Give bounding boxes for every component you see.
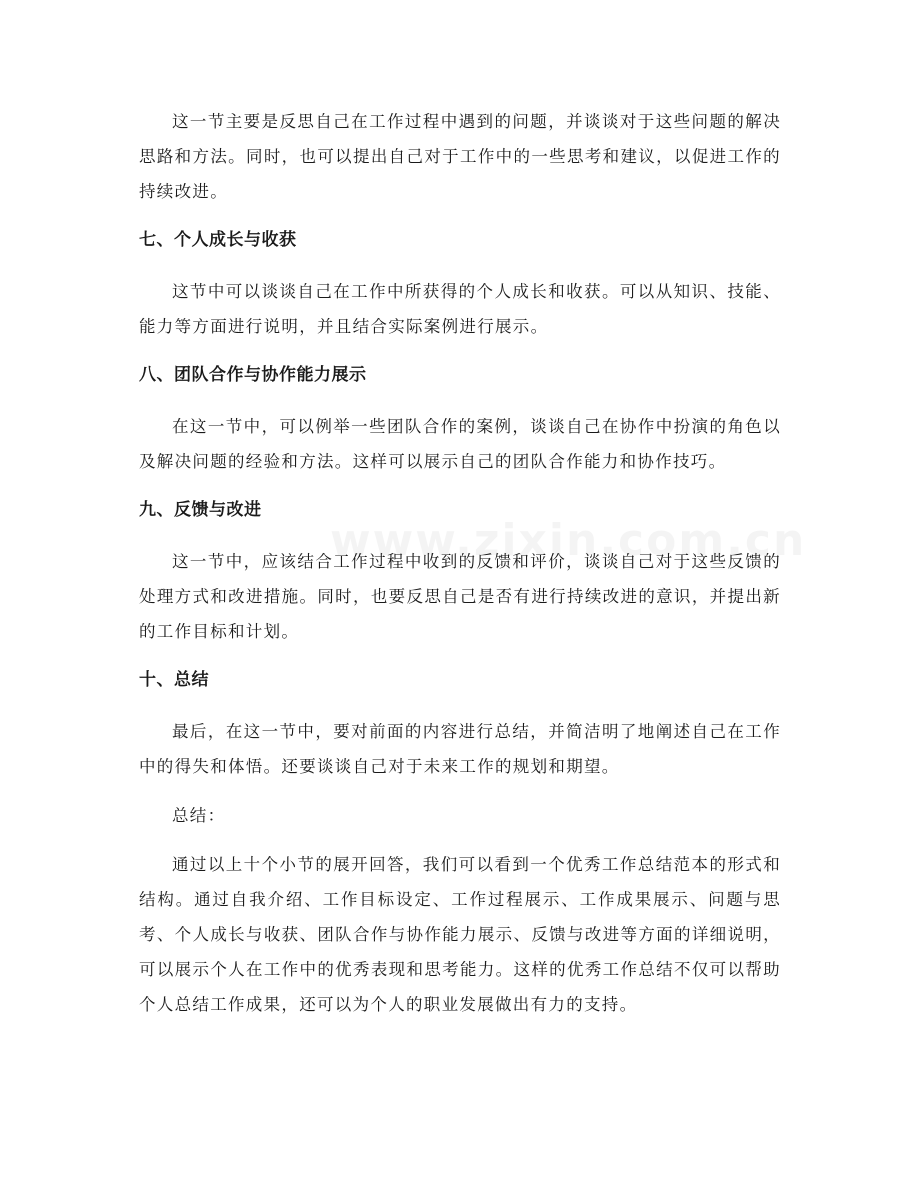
paragraph-section-10: 最后，在这一节中，要对前面的内容进行总结，并简洁明了地阐述自己在工作中的得失和体悟。还要谈谈自己对于未来工作的规划和期望。 [139,722,781,776]
document-body [139,104,781,1022]
heading-section-8: 八、团队合作与协作能力展示 [139,365,367,385]
heading-section-9: 九、反馈与改进 [139,500,262,520]
paragraph-summary: 通过以上十个小节的展开回答，我们可以看到一个优秀工作总结范本的形式和结构。通过自我介绍、工作目标设定、工作过程展示、工作成果展示、问题与思考、个人成长与收获、团队合作与协作能力展示、反馈与改进等方面的详细说明，可以展示个人在工作中的优秀表现和思考能力。这样的优秀工作总结不仅可以帮助个人总结工作成果，还可以为个人的职业发展做出有力的支持。 [139,855,781,1014]
paragraph-reflection: 这一节主要是反思自己在工作过程中遇到的问题，并谈谈对于这些问题的解决思路和方法。同时，也可以提出自己对于工作中的一些思考和建议，以促进工作的持续改进。 [139,112,781,201]
summary-label: 总结： [172,806,226,825]
paragraph-section-9: 这一节中，应该结合工作过程中收到的反馈和评价，谈谈自己对于这些反馈的处理方式和改进措施。同时，也要反思自己是否有进行持续改进的意识，并提出新的工作目标和计划。 [139,552,781,641]
heading-section-7: 七、个人成长与收获 [139,230,297,250]
paragraph-section-7: 这节中可以谈谈自己在工作中所获得的个人成长和收获。可以从知识、技能、能力等方面进行说明，并且结合实际案例进行展示。 [139,282,781,336]
heading-section-10: 十、总结 [139,670,209,690]
paragraph-section-8: 在这一节中，可以例举一些团队合作的案例，谈谈自己在协作中扮演的角色以及解决问题的经验和方法。这样可以展示自己的团队合作能力和协作技巧。 [139,417,781,471]
